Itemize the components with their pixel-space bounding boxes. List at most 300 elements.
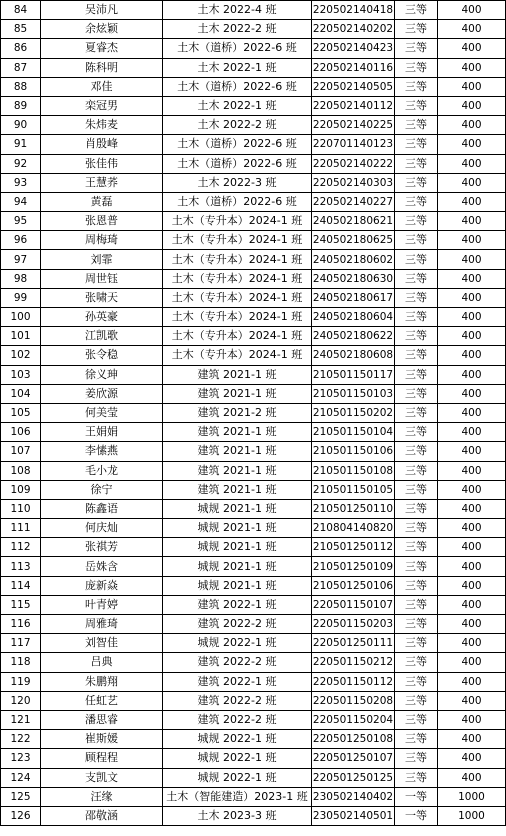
student-name-cell: 李愫燕	[41, 442, 163, 461]
student-name-cell: 姜欣源	[41, 384, 163, 403]
table-row	[1, 308, 506, 327]
row-number-cell: 96	[1, 231, 41, 250]
student-id-cell: 220502140505	[312, 77, 395, 96]
student-name-cell: 任虹艺	[41, 691, 163, 710]
award-amount-cell: 400	[438, 519, 506, 538]
class-name-cell: 城规 2022-1 班	[163, 768, 312, 787]
award-amount-cell: 400	[438, 327, 506, 346]
award-amount-cell: 400	[438, 77, 506, 96]
student-name-cell: 刘霏	[41, 250, 163, 269]
class-name-cell: 建筑 2022-2 班	[163, 615, 312, 634]
class-name-cell: 土木（智能建造）2023-1 班	[163, 787, 312, 806]
student-name-cell: 张令稳	[41, 346, 163, 365]
class-name-cell: 土木（道桥）2022-6 班	[163, 154, 312, 173]
award-amount-cell: 400	[438, 173, 506, 192]
award-grade-cell: 三等	[395, 288, 438, 307]
student-name-cell: 徐义珅	[41, 365, 163, 384]
table-row	[1, 442, 506, 461]
award-amount-cell: 1000	[438, 787, 506, 806]
award-amount-cell: 400	[438, 672, 506, 691]
student-id-cell: 220502140112	[312, 96, 395, 115]
student-name-cell: 吕典	[41, 653, 163, 672]
student-name-cell: 支凯文	[41, 768, 163, 787]
table-row	[1, 653, 506, 672]
student-name-cell: 顾程程	[41, 749, 163, 768]
student-name-cell: 崔斯媛	[41, 730, 163, 749]
class-name-cell: 土木（专升本）2024-1 班	[163, 212, 312, 231]
award-amount-cell: 400	[438, 423, 506, 442]
student-id-cell: 220501250111	[312, 634, 395, 653]
award-amount-cell: 400	[438, 288, 506, 307]
student-id-cell: 220501150112	[312, 672, 395, 691]
award-amount-cell: 400	[438, 403, 506, 422]
row-number-cell: 122	[1, 730, 41, 749]
class-name-cell: 建筑 2021-1 班	[163, 365, 312, 384]
row-number-cell: 123	[1, 749, 41, 768]
award-grade-cell: 一等	[395, 806, 438, 825]
award-grade-cell: 三等	[395, 96, 438, 115]
table-row	[1, 288, 506, 307]
award-grade-cell: 三等	[395, 154, 438, 173]
award-grade-cell: 三等	[395, 269, 438, 288]
table-row	[1, 269, 506, 288]
class-name-cell: 建筑 2022-1 班	[163, 595, 312, 614]
table-row	[1, 749, 506, 768]
class-name-cell: 城规 2021-1 班	[163, 519, 312, 538]
student-id-cell: 220502140225	[312, 116, 395, 135]
award-amount-cell: 400	[438, 1, 506, 20]
class-name-cell: 土木（专升本）2024-1 班	[163, 231, 312, 250]
award-grade-cell: 三等	[395, 39, 438, 58]
table-row	[1, 576, 506, 595]
student-name-cell: 孙英豪	[41, 308, 163, 327]
student-id-cell: 210804140820	[312, 519, 395, 538]
award-grade-cell: 一等	[395, 787, 438, 806]
table-row	[1, 519, 506, 538]
table-row	[1, 768, 506, 787]
award-amount-cell: 400	[438, 634, 506, 653]
table-row	[1, 557, 506, 576]
table-row	[1, 154, 506, 173]
row-number-cell: 126	[1, 806, 41, 825]
award-amount-cell: 400	[438, 710, 506, 729]
student-name-cell: 夏睿杰	[41, 39, 163, 58]
student-id-cell: 210501150105	[312, 480, 395, 499]
table-body	[1, 1, 506, 826]
class-name-cell: 土木 2022-1 班	[163, 96, 312, 115]
row-number-cell: 115	[1, 595, 41, 614]
student-name-cell: 朱炜麦	[41, 116, 163, 135]
table-row	[1, 231, 506, 250]
table-row	[1, 212, 506, 231]
award-grade-cell: 三等	[395, 538, 438, 557]
row-number-cell: 105	[1, 403, 41, 422]
row-number-cell: 112	[1, 538, 41, 557]
class-name-cell: 土木 2022-2 班	[163, 116, 312, 135]
table-row	[1, 691, 506, 710]
row-number-cell: 125	[1, 787, 41, 806]
row-number-cell: 106	[1, 423, 41, 442]
table-row	[1, 787, 506, 806]
student-id-cell: 220502140116	[312, 58, 395, 77]
class-name-cell: 土木 2022-2 班	[163, 20, 312, 39]
student-id-cell: 230502140402	[312, 787, 395, 806]
class-name-cell: 城规 2021-1 班	[163, 499, 312, 518]
student-id-cell: 210501150106	[312, 442, 395, 461]
student-name-cell: 张佳伟	[41, 154, 163, 173]
award-grade-cell: 三等	[395, 308, 438, 327]
student-name-cell: 徐宁	[41, 480, 163, 499]
student-name-cell: 肖殷峰	[41, 135, 163, 154]
table-row	[1, 403, 506, 422]
award-grade-cell: 三等	[395, 461, 438, 480]
student-name-cell: 周梅琦	[41, 231, 163, 250]
award-amount-cell: 400	[438, 308, 506, 327]
student-name-cell: 陈鑫语	[41, 499, 163, 518]
award-amount-cell: 400	[438, 691, 506, 710]
award-grade-cell: 三等	[395, 423, 438, 442]
student-id-cell: 220502140423	[312, 39, 395, 58]
award-grade-cell: 三等	[395, 1, 438, 20]
row-number-cell: 102	[1, 346, 41, 365]
class-name-cell: 建筑 2022-2 班	[163, 653, 312, 672]
award-amount-cell: 400	[438, 365, 506, 384]
row-number-cell: 118	[1, 653, 41, 672]
class-name-cell: 建筑 2021-1 班	[163, 461, 312, 480]
student-id-cell: 210501250109	[312, 557, 395, 576]
award-grade-cell: 三等	[395, 672, 438, 691]
student-id-cell: 220501250125	[312, 768, 395, 787]
student-id-cell: 220501150107	[312, 595, 395, 614]
award-grade-cell: 三等	[395, 710, 438, 729]
row-number-cell: 113	[1, 557, 41, 576]
award-amount-cell: 400	[438, 20, 506, 39]
table-row	[1, 615, 506, 634]
student-id-cell: 240502180630	[312, 269, 395, 288]
award-amount-cell: 400	[438, 749, 506, 768]
award-grade-cell: 三等	[395, 403, 438, 422]
student-id-cell: 220501150212	[312, 653, 395, 672]
table-row	[1, 116, 506, 135]
class-name-cell: 城规 2022-1 班	[163, 749, 312, 768]
row-number-cell: 124	[1, 768, 41, 787]
class-name-cell: 城规 2021-1 班	[163, 538, 312, 557]
table-row	[1, 20, 506, 39]
row-number-cell: 87	[1, 58, 41, 77]
table-row	[1, 77, 506, 96]
student-name-cell: 陈科明	[41, 58, 163, 77]
class-name-cell: 建筑 2022-2 班	[163, 710, 312, 729]
class-name-cell: 土木 2022-4 班	[163, 1, 312, 20]
award-grade-cell: 三等	[395, 768, 438, 787]
award-grade-cell: 三等	[395, 346, 438, 365]
row-number-cell: 111	[1, 519, 41, 538]
row-number-cell: 107	[1, 442, 41, 461]
award-amount-cell: 400	[438, 135, 506, 154]
award-grade-cell: 三等	[395, 192, 438, 211]
award-amount-cell: 400	[438, 768, 506, 787]
award-amount-cell: 400	[438, 576, 506, 595]
award-grade-cell: 三等	[395, 173, 438, 192]
table-row	[1, 192, 506, 211]
table-row	[1, 672, 506, 691]
row-number-cell: 100	[1, 308, 41, 327]
row-number-cell: 109	[1, 480, 41, 499]
student-name-cell: 江凯歌	[41, 327, 163, 346]
row-number-cell: 101	[1, 327, 41, 346]
award-grade-cell: 三等	[395, 576, 438, 595]
student-id-cell: 220501250107	[312, 749, 395, 768]
student-id-cell: 240502180621	[312, 212, 395, 231]
award-amount-cell: 400	[438, 212, 506, 231]
table-row	[1, 423, 506, 442]
award-amount-cell: 400	[438, 39, 506, 58]
student-id-cell: 210501150103	[312, 384, 395, 403]
student-name-cell: 汪缘	[41, 787, 163, 806]
student-id-cell: 220502140227	[312, 192, 395, 211]
row-number-cell: 93	[1, 173, 41, 192]
class-name-cell: 土木（专升本）2024-1 班	[163, 250, 312, 269]
class-name-cell: 土木（道桥）2022-6 班	[163, 192, 312, 211]
class-name-cell: 城规 2022-1 班	[163, 634, 312, 653]
award-grade-cell: 三等	[395, 20, 438, 39]
class-name-cell: 建筑 2021-1 班	[163, 480, 312, 499]
student-name-cell: 周雅琦	[41, 615, 163, 634]
row-number-cell: 119	[1, 672, 41, 691]
student-id-cell: 220502140222	[312, 154, 395, 173]
award-grade-cell: 三等	[395, 615, 438, 634]
class-name-cell: 建筑 2022-2 班	[163, 691, 312, 710]
student-id-cell: 210501150117	[312, 365, 395, 384]
student-id-cell: 210501150104	[312, 423, 395, 442]
student-id-cell: 210501150202	[312, 403, 395, 422]
student-name-cell: 黄磊	[41, 192, 163, 211]
student-id-cell: 220502140418	[312, 1, 395, 20]
row-number-cell: 84	[1, 1, 41, 20]
table-row	[1, 58, 506, 77]
table-row	[1, 39, 506, 58]
class-name-cell: 土木 2023-3 班	[163, 806, 312, 825]
row-number-cell: 103	[1, 365, 41, 384]
award-grade-cell: 三等	[395, 480, 438, 499]
row-number-cell: 104	[1, 384, 41, 403]
student-name-cell: 吴沛凡	[41, 1, 163, 20]
student-name-cell: 毛小龙	[41, 461, 163, 480]
award-amount-cell: 400	[438, 192, 506, 211]
student-id-cell: 210501150108	[312, 461, 395, 480]
table-row	[1, 806, 506, 825]
award-amount-cell: 400	[438, 154, 506, 173]
student-name-cell: 邓佳	[41, 77, 163, 96]
award-amount-cell: 400	[438, 384, 506, 403]
award-grade-cell: 三等	[395, 653, 438, 672]
table-row	[1, 346, 506, 365]
class-name-cell: 城规 2021-1 班	[163, 576, 312, 595]
table-row	[1, 250, 506, 269]
student-id-cell: 220701140123	[312, 135, 395, 154]
student-name-cell: 余炫颖	[41, 20, 163, 39]
award-amount-cell: 1000	[438, 806, 506, 825]
class-name-cell: 建筑 2022-1 班	[163, 672, 312, 691]
table-row	[1, 327, 506, 346]
table-row	[1, 538, 506, 557]
award-grade-cell: 三等	[395, 557, 438, 576]
student-id-cell: 240502180604	[312, 308, 395, 327]
student-name-cell: 王娟娟	[41, 423, 163, 442]
table-row	[1, 365, 506, 384]
table-row	[1, 634, 506, 653]
table-row	[1, 1, 506, 20]
row-number-cell: 120	[1, 691, 41, 710]
award-amount-cell: 400	[438, 442, 506, 461]
award-grade-cell: 三等	[395, 116, 438, 135]
student-name-cell: 何美莹	[41, 403, 163, 422]
class-name-cell: 城规 2021-1 班	[163, 557, 312, 576]
award-amount-cell: 400	[438, 557, 506, 576]
award-amount-cell: 400	[438, 58, 506, 77]
award-grade-cell: 三等	[395, 58, 438, 77]
row-number-cell: 99	[1, 288, 41, 307]
row-number-cell: 116	[1, 615, 41, 634]
table-row	[1, 730, 506, 749]
award-amount-cell: 400	[438, 595, 506, 614]
award-amount-cell: 400	[438, 96, 506, 115]
student-id-cell: 220501150203	[312, 615, 395, 634]
award-amount-cell: 400	[438, 346, 506, 365]
award-grade-cell: 三等	[395, 691, 438, 710]
award-amount-cell: 400	[438, 250, 506, 269]
class-name-cell: 建筑 2021-2 班	[163, 403, 312, 422]
award-grade-cell: 三等	[395, 442, 438, 461]
award-amount-cell: 400	[438, 730, 506, 749]
student-name-cell: 邵敬涵	[41, 806, 163, 825]
row-number-cell: 91	[1, 135, 41, 154]
row-number-cell: 86	[1, 39, 41, 58]
award-grade-cell: 三等	[395, 519, 438, 538]
award-grade-cell: 三等	[395, 730, 438, 749]
student-name-cell: 朱鹏翔	[41, 672, 163, 691]
row-number-cell: 94	[1, 192, 41, 211]
row-number-cell: 114	[1, 576, 41, 595]
class-name-cell: 建筑 2021-1 班	[163, 423, 312, 442]
student-name-cell: 王慧荞	[41, 173, 163, 192]
class-name-cell: 土木 2022-1 班	[163, 58, 312, 77]
student-id-cell: 230502140501	[312, 806, 395, 825]
student-id-cell: 240502180617	[312, 288, 395, 307]
class-name-cell: 土木（道桥）2022-6 班	[163, 77, 312, 96]
student-name-cell: 何庆灿	[41, 519, 163, 538]
award-amount-cell: 400	[438, 116, 506, 135]
row-number-cell: 92	[1, 154, 41, 173]
student-id-cell: 210501250110	[312, 499, 395, 518]
row-number-cell: 98	[1, 269, 41, 288]
student-name-cell: 栾冠男	[41, 96, 163, 115]
row-number-cell: 88	[1, 77, 41, 96]
student-name-cell: 张恩普	[41, 212, 163, 231]
award-amount-cell: 400	[438, 480, 506, 499]
student-id-cell: 220502140303	[312, 173, 395, 192]
award-amount-cell: 400	[438, 615, 506, 634]
row-number-cell: 90	[1, 116, 41, 135]
award-grade-cell: 三等	[395, 595, 438, 614]
table-row	[1, 135, 506, 154]
class-name-cell: 建筑 2021-1 班	[163, 384, 312, 403]
class-name-cell: 建筑 2021-1 班	[163, 442, 312, 461]
student-name-cell: 刘智佳	[41, 634, 163, 653]
student-id-cell: 220502140202	[312, 20, 395, 39]
student-id-cell: 220501250108	[312, 730, 395, 749]
row-number-cell: 110	[1, 499, 41, 518]
table-row	[1, 595, 506, 614]
student-name-cell: 潘思睿	[41, 710, 163, 729]
table-row	[1, 461, 506, 480]
table-row	[1, 710, 506, 729]
student-name-cell: 张祺芳	[41, 538, 163, 557]
award-grade-cell: 三等	[395, 250, 438, 269]
table-row	[1, 96, 506, 115]
student-name-cell: 庞新焱	[41, 576, 163, 595]
student-id-cell: 240502180625	[312, 231, 395, 250]
class-name-cell: 土木（专升本）2024-1 班	[163, 346, 312, 365]
class-name-cell: 土木 2022-3 班	[163, 173, 312, 192]
row-number-cell: 108	[1, 461, 41, 480]
award-amount-cell: 400	[438, 538, 506, 557]
award-grade-cell: 三等	[395, 327, 438, 346]
award-amount-cell: 400	[438, 269, 506, 288]
row-number-cell: 117	[1, 634, 41, 653]
award-grade-cell: 三等	[395, 231, 438, 250]
row-number-cell: 97	[1, 250, 41, 269]
table-row	[1, 499, 506, 518]
row-number-cell: 95	[1, 212, 41, 231]
table-row	[1, 480, 506, 499]
student-name-cell: 叶青婷	[41, 595, 163, 614]
award-grade-cell: 三等	[395, 499, 438, 518]
award-grade-cell: 三等	[395, 384, 438, 403]
student-id-cell: 240502180602	[312, 250, 395, 269]
award-grade-cell: 三等	[395, 634, 438, 653]
class-name-cell: 土木（专升本）2024-1 班	[163, 308, 312, 327]
student-id-cell: 220501150204	[312, 710, 395, 729]
student-id-cell: 210501250112	[312, 538, 395, 557]
award-amount-cell: 400	[438, 461, 506, 480]
award-grade-cell: 三等	[395, 77, 438, 96]
table-row	[1, 384, 506, 403]
award-grade-cell: 三等	[395, 749, 438, 768]
award-amount-cell: 400	[438, 231, 506, 250]
student-id-cell: 220501150208	[312, 691, 395, 710]
award-grade-cell: 三等	[395, 365, 438, 384]
class-name-cell: 城规 2022-1 班	[163, 730, 312, 749]
class-name-cell: 土木（专升本）2024-1 班	[163, 327, 312, 346]
student-id-cell: 240502180608	[312, 346, 395, 365]
student-id-cell: 240502180622	[312, 327, 395, 346]
award-amount-cell: 400	[438, 653, 506, 672]
row-number-cell: 89	[1, 96, 41, 115]
award-amount-cell: 400	[438, 499, 506, 518]
table-row	[1, 173, 506, 192]
student-name-cell: 张啸天	[41, 288, 163, 307]
student-name-cell: 岳姝含	[41, 557, 163, 576]
row-number-cell: 85	[1, 20, 41, 39]
class-name-cell: 土木（专升本）2024-1 班	[163, 288, 312, 307]
class-name-cell: 土木（道桥）2022-6 班	[163, 135, 312, 154]
class-name-cell: 土木（道桥）2022-6 班	[163, 39, 312, 58]
student-name-cell: 周世钰	[41, 269, 163, 288]
class-name-cell: 土木（专升本）2024-1 班	[163, 269, 312, 288]
row-number-cell: 121	[1, 710, 41, 729]
award-grade-cell: 三等	[395, 135, 438, 154]
